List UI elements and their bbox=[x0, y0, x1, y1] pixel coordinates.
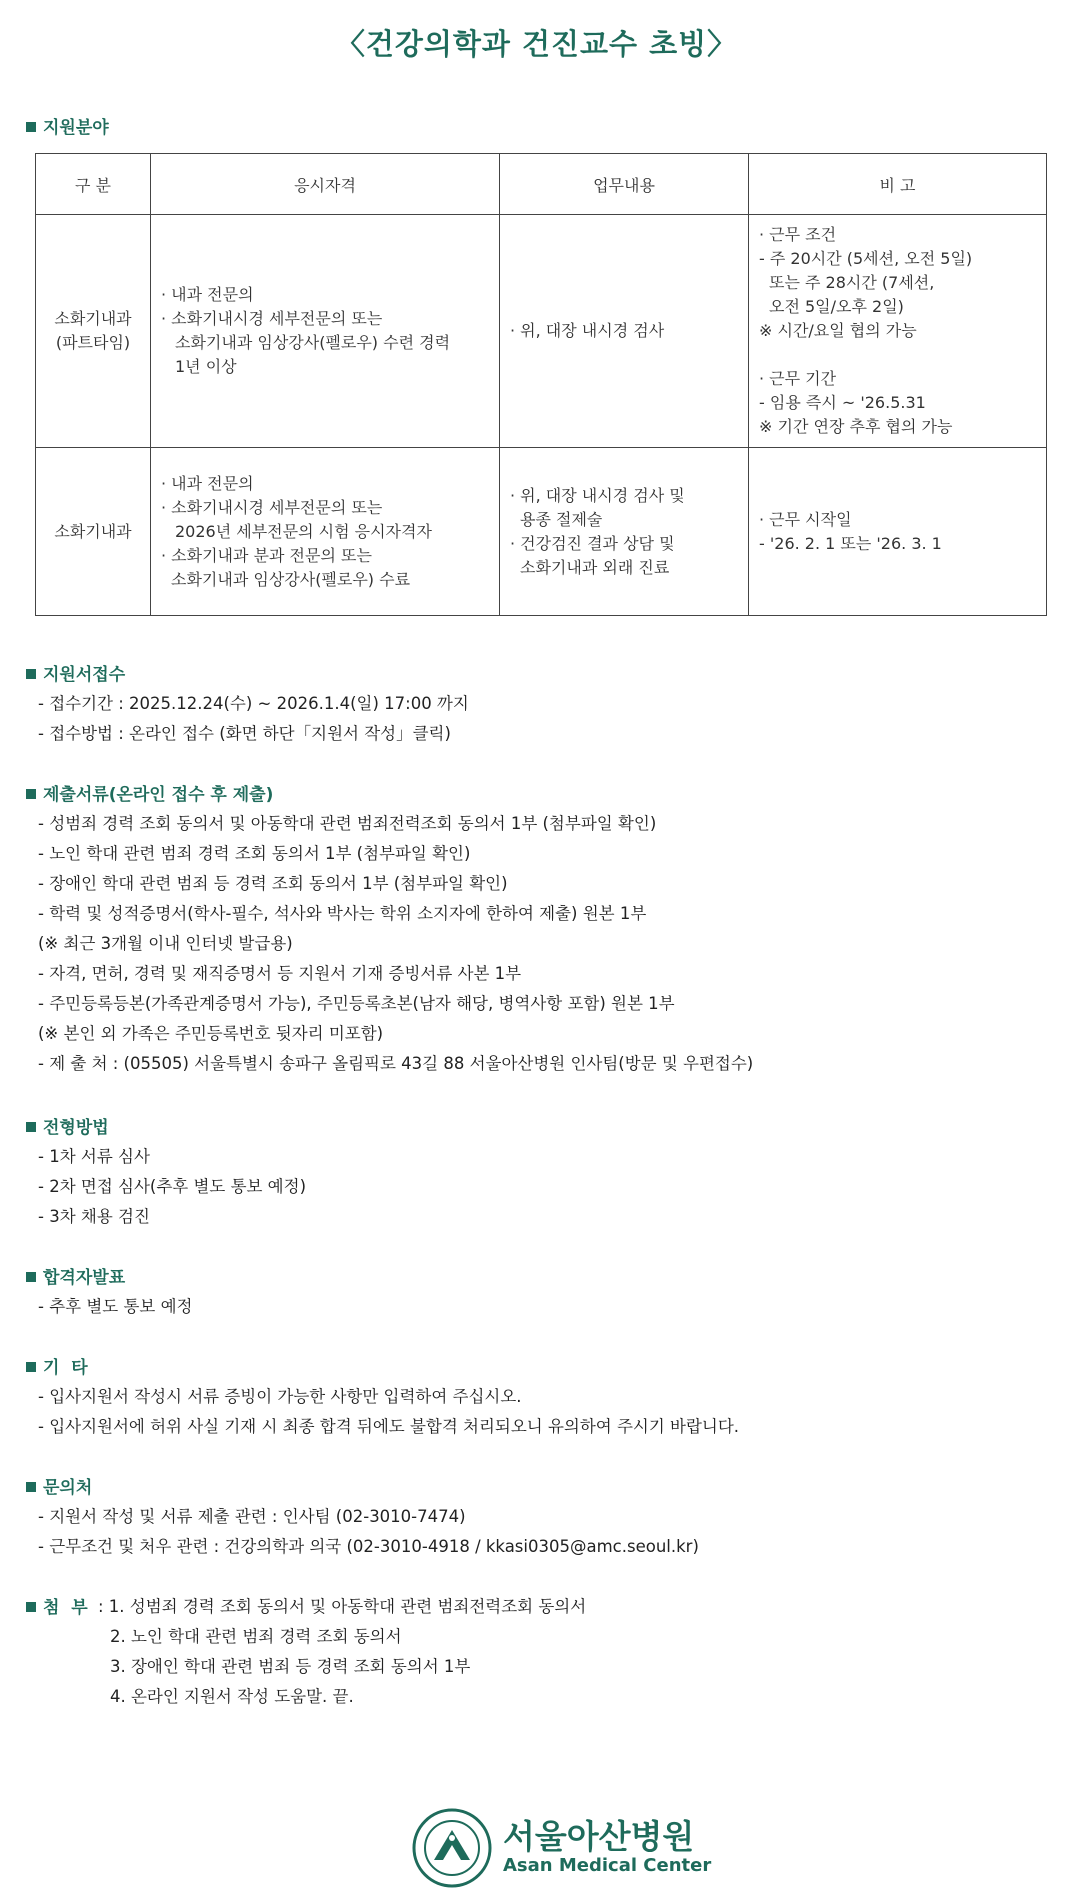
section-heading-etc: 기 타 bbox=[26, 1353, 88, 1378]
list-item: - 2차 면접 심사(추후 별도 통보 예정) bbox=[38, 1177, 307, 1196]
hospital-name-korean: 서울아산병원 bbox=[503, 1817, 695, 1856]
list-item: - 근무조건 및 처우 관련 : 건강의학과 의국 (02-3010-4918 / kkasi0305@amc.seoul.kr) bbox=[38, 1537, 699, 1556]
section-heading-apply: 지원서접수 bbox=[26, 660, 125, 685]
bullet-square-icon bbox=[26, 1362, 36, 1372]
list-item: - 성범죄 경력 조회 동의서 및 아동학대 관련 범죄전력조회 동의서 1부 (첨부파일 확인) bbox=[38, 814, 657, 833]
table-header: 비 고 bbox=[749, 154, 1047, 215]
table-row bbox=[36, 448, 1047, 616]
section-heading-result: 합격자발표 bbox=[26, 1263, 125, 1288]
recruitment-table bbox=[35, 153, 1047, 616]
table-cell-notes: · 근무 조건 - 주 20시간 (5세션, 오전 5일) 또는 주 28시간 (7세션, 오전 5일/오후 2일) ※ 시간/요일 협의 가능 · 근무 기간 - 임용 즉시 ~ '26.5.31 ※ 기간 연장 추후 협의 가능 bbox=[749, 215, 1047, 448]
page-title: 〈건강의학과 건진교수 초빙〉 bbox=[335, 27, 738, 61]
attachment-item: : 1. 성범죄 경력 조회 동의서 및 아동학대 관련 범죄전력조회 동의서 bbox=[98, 1597, 587, 1616]
attachment-item: 3. 장애인 학대 관련 범죄 등 경력 조회 동의서 1부 bbox=[110, 1657, 471, 1676]
list-item: - 주민등록등본(가족관계증명서 가능), 주민등록초본(남자 해당, 병역사항 포함) 원본 1부 bbox=[38, 994, 675, 1013]
table-cell-qualification: · 내과 전문의 · 소화기내시경 세부전문의 또는 소화기내과 임상강사(펠로우) 수련 경력 1년 이상 bbox=[151, 215, 500, 448]
section-heading-docs: 제출서류(온라인 접수 후 제출) bbox=[26, 780, 273, 805]
list-item: - 지원서 작성 및 서류 제출 관련 : 인사팀 (02-3010-7474) bbox=[38, 1507, 466, 1526]
bullet-square-icon bbox=[26, 1122, 36, 1132]
bullet-square-icon bbox=[26, 789, 36, 799]
section-heading-method: 전형방법 bbox=[26, 1113, 109, 1138]
list-item: - 입사지원서에 허위 사실 기재 시 최종 합격 뒤에도 불합격 처리되오니 유의하여 주시기 바랍니다. bbox=[38, 1417, 740, 1436]
bullet-square-icon bbox=[26, 1602, 36, 1612]
table-header-row bbox=[36, 154, 1047, 215]
table-cell-category: 소화기내과 bbox=[36, 448, 151, 616]
list-item: - 입사지원서 작성시 서류 증빙이 가능한 사항만 입력하여 주십시오. bbox=[38, 1387, 522, 1406]
bullet-square-icon bbox=[26, 669, 36, 679]
section-heading-field: 지원분야 bbox=[26, 113, 109, 138]
list-item: - 학력 및 성적증명서(학사-필수, 석사와 박사는 학위 소지자에 한하여 제출) 원본 1부 bbox=[38, 904, 647, 923]
table-header: 업무내용 bbox=[500, 154, 749, 215]
apply-method: - 접수방법 : 온라인 접수 (화면 하단「지원서 작성」클릭) bbox=[38, 724, 451, 743]
table-header: 응시자격 bbox=[151, 154, 500, 215]
list-item: - 1차 서류 심사 bbox=[38, 1147, 150, 1166]
table-cell-duties: · 위, 대장 내시경 검사 bbox=[500, 215, 749, 448]
list-item: - 제 출 처 : (05505) 서울특별시 송파구 올림픽로 43길 88 서울아산병원 인사팀(방문 및 우편접수) bbox=[38, 1054, 754, 1073]
table-header: 구 분 bbox=[36, 154, 151, 215]
list-item: (※ 본인 외 가족은 주민등록번호 뒷자리 미포함) bbox=[38, 1024, 384, 1043]
apply-period: - 접수기간 : 2025.12.24(수) ~ 2026.1.4(일) 17:00 까지 bbox=[38, 694, 469, 713]
table-cell-category: 소화기내과 (파트타임) bbox=[36, 215, 151, 448]
list-item: (※ 최근 3개월 이내 인터넷 발급용) bbox=[38, 934, 293, 953]
asan-foundation-logo-icon bbox=[412, 1808, 492, 1888]
bullet-square-icon bbox=[26, 122, 36, 132]
attachment-item: 2. 노인 학대 관련 범죄 경력 조회 동의서 bbox=[110, 1627, 402, 1646]
table-cell-duties: · 위, 대장 내시경 검사 및 용종 절제술 · 건강검진 결과 상담 및 소화기내과 외래 진료 bbox=[500, 448, 749, 616]
bullet-square-icon bbox=[26, 1272, 36, 1282]
list-item: - 자격, 면허, 경력 및 재직증명서 등 지원서 기재 증빙서류 사본 1부 bbox=[38, 964, 522, 983]
list-item: - 추후 별도 통보 예정 bbox=[38, 1297, 193, 1316]
list-item: - 노인 학대 관련 범죄 경력 조회 동의서 1부 (첨부파일 확인) bbox=[38, 844, 471, 863]
section-heading-contact: 문의처 bbox=[26, 1473, 92, 1498]
attachment-item: 4. 온라인 지원서 작성 도움말. 끝. bbox=[110, 1687, 354, 1706]
bullet-square-icon bbox=[26, 1482, 36, 1492]
list-item: - 3차 채용 검진 bbox=[38, 1207, 150, 1226]
table-cell-qualification: · 내과 전문의 · 소화기내시경 세부전문의 또는 2026년 세부전문의 시험 응시자격자 · 소화기내과 분과 전문의 또는 소화기내과 임상강사(펠로우) 수료 bbox=[151, 448, 500, 616]
table-cell-notes: · 근무 시작일 - '26. 2. 1 또는 '26. 3. 1 bbox=[749, 448, 1047, 616]
table-row bbox=[36, 215, 1047, 448]
list-item: - 장애인 학대 관련 범죄 등 경력 조회 동의서 1부 (첨부파일 확인) bbox=[38, 874, 508, 893]
hospital-name-english: Asan Medical Center bbox=[503, 1855, 712, 1876]
section-heading-attach: 첨 부 bbox=[26, 1593, 88, 1618]
